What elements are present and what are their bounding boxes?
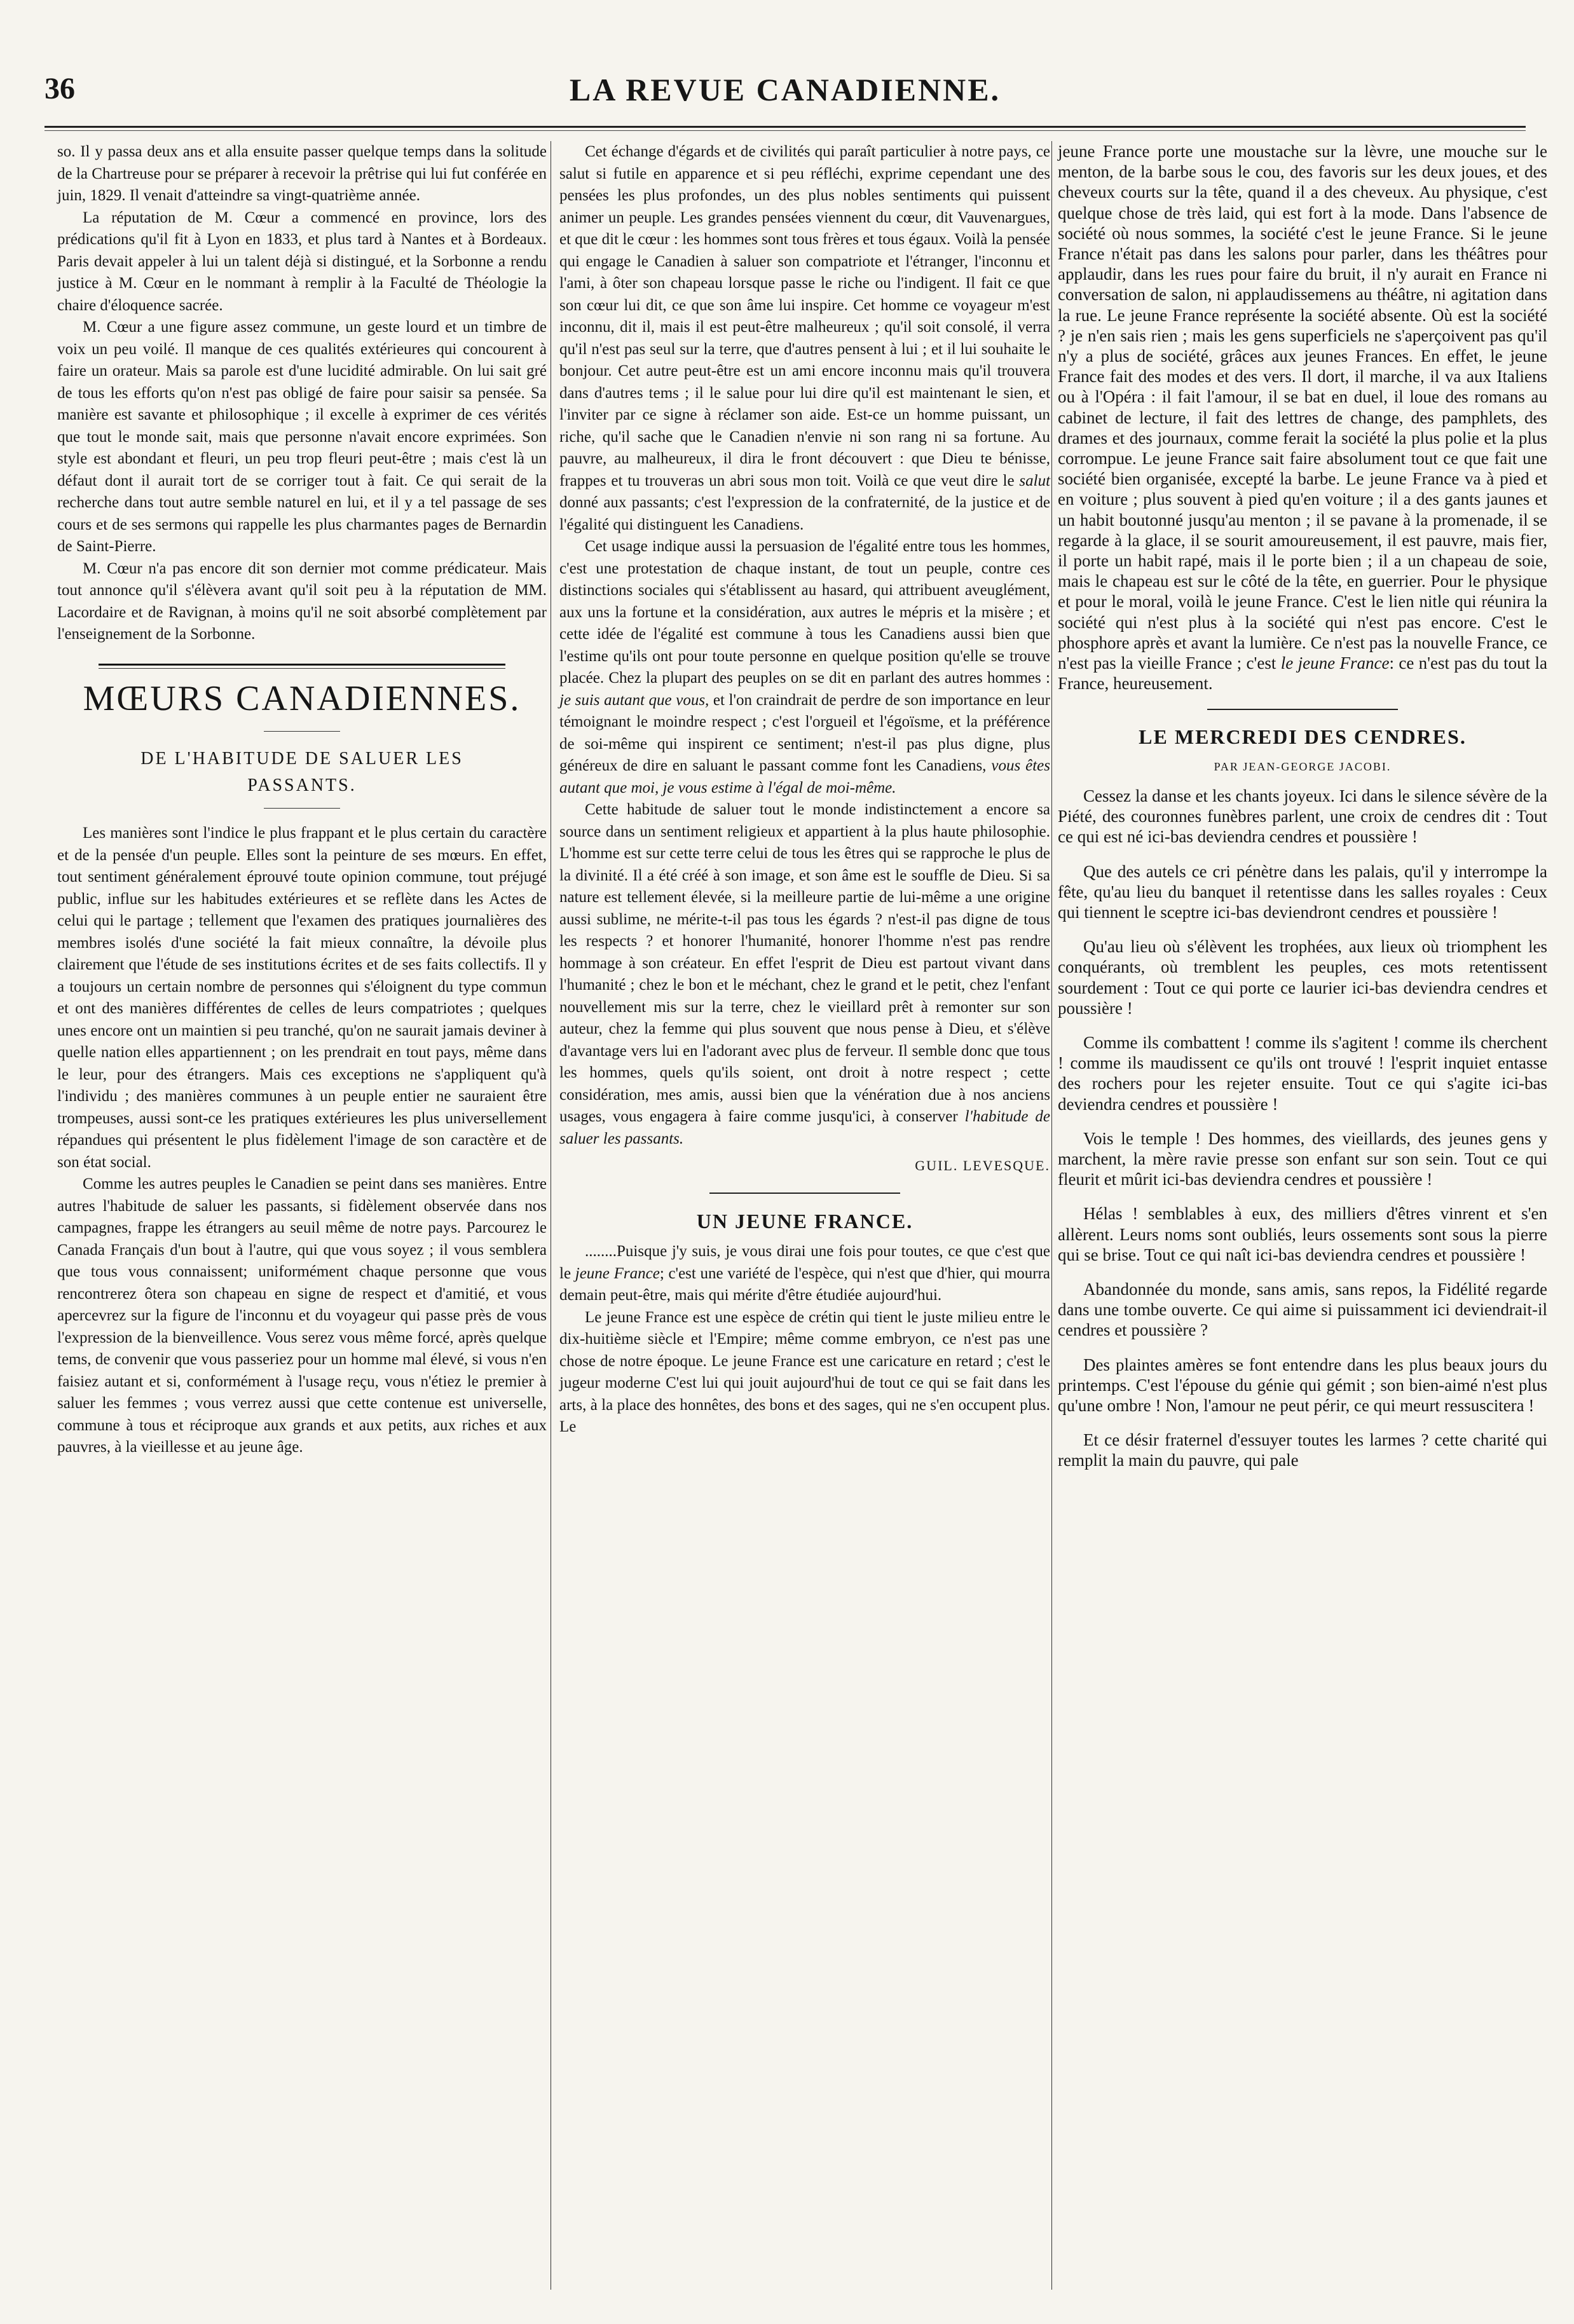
subsection-title bbox=[57, 746, 547, 799]
section-divider bbox=[709, 1193, 900, 1194]
column-1 bbox=[57, 141, 547, 1459]
italic-text: vous êtes autant que moi, je vous estime à l'égal de moi-même. bbox=[559, 757, 1050, 796]
text-run: ........Puisque j'y suis, je vous dirai une fois pour toutes, ce que c'est que le bbox=[559, 1243, 1050, 1282]
paragraph: so. Il y passa deux ans et alla ensuite passer quelque temps dans la solitude de la Chartreuse pour se préparer à recevoir la prêtrise qui lui fut conférée en juin, 1829. Il venait d'atteindre sa vingt-quatrième année. bbox=[57, 143, 547, 204]
paragraph bbox=[559, 536, 1050, 799]
stanza: Comme ils combattent ! comme ils s'agitent ! comme ils cherchent ! comme ils maudissent ce qu'ils ont trouvé ! l'esprit inquiet entasse des rochers pour les rejeter ensuite. Tout ce qui s'agite ici-bas deviendra cendres et poussière ! bbox=[1058, 1032, 1547, 1114]
text-run: et l'on craindrait de perdre de son importance en leur témoignant le moindre respect ; c'est l'orgueil et l'égoïsme, et la préférence de soi-même qui inspirent ce sentiment; n'est-il pas plus digne, plus généreux de dire en saluant le passant comme font les Canadiens, bbox=[559, 691, 1051, 774]
page-header bbox=[44, 71, 1526, 122]
subsection-title-line: PASSANTS. bbox=[247, 776, 357, 795]
text-run: jeune France porte une moustache sur la lèvre, une mouche sur le menton, de la barbe sous le cou, des favoris sur les deux joues, et des cheveux courts sur la tête, quand il a des cheveux. Au physique, c'est quelque chose de très laid, qui est fort à la mode. Dans l'absence de société où nous sommes, la société c'est le jeune France. Si le jeune France n'était pas dans les salons pour parler, dans les théâtres pour applaudir, dans les rues pour faire du bruit, il n'y aurait en France ni conversation de salon, ni applaudissemens au théâtre, ni agitation dans la rue. Le jeune France représente la société absente. Où est la société ? je n'en sais rien ; mais les gens superficiels ne s'aperçoivent pas qu'il n'y a plus de société, grâces aux jeunes Frances. En effet, le jeune France fait des modes et des vers. Il dort, il marche, il va aux Italiens ou à l'Opéra : il fait l'amour, il se bat en duel, il loue des romans au cabinet de lecture, il fait des lettres de change, des pamphlets, des drames et des journaux, comme ferait la société la plus polie et la plus corrompue. Le jeune France sait faire absolument tout ce que fait une société bien organisée, excepté la barbe. Le jeune France va à pied et en voiture ; plus souvent à pied qu'en voiture ; il a des gants jaunes et un habit boutonné jusqu'au menton ; il se pavane à la promenade, il se regarde à la glace, il se sourit amoureusement, il est pauvre, mais fier, il porte un habit rapé, mais il le porte bien ; il a un chapeau de soie, mais le chapeau est sur le côté de la tête, en guerrier. Pour le physique et pour le moral, voilà le jeune France. C'est le lien nitle qui réunira la société qui n'est plus à la société qui n'est pas encore. C'est le phosphore après et avant la lumière. Ce n'est pas la nouvelle France, ce n'est pas la vieille France ; c'est bbox=[1058, 142, 1547, 673]
italic-text: salut bbox=[1019, 472, 1051, 489]
stanza: Cessez la danse et les chants joyeux. Ici dans le silence sévère de la Piété, des couronnes funèbres parlent, une croix de cendres dit : Tout ce qui est né ici-bas deviendra cendres et poussière ! bbox=[1058, 786, 1547, 847]
stanza: Vois le temple ! Des hommes, des vieillards, des jeunes gens y marchent, la mère ravie presse son enfant sur son sein. Tout ce qui fleurit et mûrit ici-bas deviendra cendres et poussière ! bbox=[1058, 1128, 1547, 1189]
text-run: Cette habitude de saluer tout le monde indistinctement a encore sa source dans un sentiment religieux et appartient à la plus haute philosophie. L'homme est sur cette terre celui de tous les êtres qui se rapproche le plus de la divinité. Il a été créé à son image, et son âme est le souffle de Dieu. Si sa nature est tellement élevée, si la meilleure partie de lui-même a une origine aussi sublime, ne mérite-t-il pas tous les égards ? n'est-il pas digne de tous les respects ? et honorer l'humanité, honorer l'homme n'est pas rendre hommage à son créateur. En effet l'esprit de Dieu est partout vivant dans l'humanité ; chez le bon et le méchant, chez le grand et le petit, chez l'enfant nouvellement mis sur la terre, chez le vieillard prêt à remonter sur son auteur, chez la femme qui plus souvent que nous pense à Dieu, et s'élève d'avantage vers lui en l'adorant avec plus de ferveur. Il semble donc que tous les hommes, quels qu'ils soient, ont droit à notre respect ; cette considération, mes amis, aussi bien que la vénération due à nos anciens usages, vous engagera à faire comme jusqu'ici, à conserver bbox=[559, 801, 1050, 1125]
paragraph: La réputation de M. Cœur a commencé en province, lors des prédications qu'il fit à Lyon en 1833, et plus tard à Nantes et à Bordeaux. Paris devait appeler à lui un talent déjà si distingué, et la Sorbonne a rendu justice à M. Cœur en le nommant à remplir à la Faculté de Théologie la chaire d'éloquence sacrée. bbox=[57, 208, 547, 314]
author-signature: GUIL. LEVESQUE. bbox=[915, 1158, 1050, 1173]
stanza: Des plaintes amères se font entendre dans les plus beaux jours du printemps. C'est l'épouse du génie qui gémit ; son bien-aimé n'est plus qu'une ombre ! Non, l'amour ne peut périr, ce qui meurt ressuscitera ! bbox=[1058, 1355, 1547, 1415]
text-run: : ce n'est pas du tout la France, heureusement. bbox=[1058, 653, 1548, 694]
italic-text: je suis autant que vous, bbox=[559, 691, 709, 709]
page-number: 36 bbox=[44, 72, 75, 106]
section-title: MŒURS CANADIENNES. bbox=[83, 678, 521, 718]
running-title: LA REVUE CANADIENNE. bbox=[569, 72, 1001, 107]
paragraph: Les manières sont l'indice le plus frappant et le plus certain du caractère et de la pensée d'un peuple. Elles sont la peinture de ses mœurs. En effet, tout sentiment généralement éprouvé toute opinion commune, tout préjugé public, influe sur les habitudes extérieures et se reflète dans les Actes de celui qui le partage ; tellement que l'examen des pratiques journalières des membres isolés d'une société la fait mieux connaître, la dévoile plus clairement que l'étude de ses institutions écrites et de ses faits collectifs. Il y a toujours un certain nombre de personnes qui s'éloignent du type commun et ont des manières différentes de celles de leurs compatriotes ; quelques unes encore ont un maintien si peu tranché, qu'on ne saurait jamais deviner à quelle nation elles appartiennent ; on les prendrait en tout pays, même dans le leur, pour des étrangers. Mais ces exceptions ne s'appliquent qu'à l'individu ; des manières communes à un peuple entier ne sauraient être trompeuses, aussi sont-ce les pratiques extérieures les plus universellement répandues qui présentent le plus fidèlement l'image de son caractère et de son état social. bbox=[57, 824, 547, 1171]
paragraph: M. Cœur n'a pas encore dit son dernier mot comme prédicateur. Mais tout annonce qu'il s'élèvera avant qu'il soit peu à la réputation de MM. Lacordaire et de Ravignan, à moins qu'il ne soit absorbé complètement par l'enseignement de la Sorbonne. bbox=[57, 559, 547, 643]
column-3 bbox=[1058, 141, 1547, 1485]
paragraph: M. Cœur a une figure assez commune, un geste lourd et un timbre de voix un peu voilé. Il manque de ces qualités extérieures qui concourent à faire un orateur. Mais sa parole est d'une lucidité admirable. On lui sait gré de tous les efforts qu'on n'est pas obligé de faire pour saisir sa pensée. Sa manière est savante et philosophique ; il excelle à exprimer de ces vérités que tout le monde sait, mais que personne n'avait encore exprimées. Son style est abondant et fleuri, un peu trop fleuri peut-être ; mais c'est là un défaut dont il aurait tort de se corriger tout à fait. Ce qui serait de la recherche dans tout autre semble naturel en lui, et il y a tel passage de ses cours et de ses sermons qui rappelle les plus charmantes pages de Bernardin de Saint-Pierre. bbox=[57, 318, 547, 555]
stanza: Et ce désir fraternel d'essuyer toutes les larmes ? cette charité qui remplit la main du pauvre, qui pale bbox=[1058, 1430, 1547, 1470]
text-run: Cet usage indique aussi la persuasion de l'égalité entre tous les hommes, c'est une protestation de chaque instant, de tout un peuple, contre ces distinctions sociales qui s'établissent au hasard, qui attribuent aveuglément, aux uns la fortune et la considération, aux autres le mépris et la misère ; et cette idée de l'égalité est commune à tous les Canadiens aussi bien que l'estime qu'ils ont pour toute personne en quelque position qu'elle se trouve placée. Chez la plupart des peuples on se dit en parlant des autres hommes : bbox=[559, 538, 1050, 687]
text-run: ; c'est une variété de l'espèce, qui n'est que d'hier, qui mourra demain peut-être, mais qui mérite d'être étudiée aujourd'hui. bbox=[559, 1264, 1051, 1304]
byline: PAR JEAN-GEORGE JACOBI. bbox=[1214, 760, 1392, 773]
paragraph bbox=[559, 1241, 1050, 1307]
header-rule bbox=[44, 126, 1526, 131]
stanza: Que des autels ce cri pénètre dans les palais, qu'il y interrompe la fête, qu'au lieu du banquet il retentisse dans les salles royales : Ceux qui tiennent le sceptre ici-bas deviendront cendres et poussière ! bbox=[1058, 861, 1547, 922]
italic-text: jeune France bbox=[575, 1264, 660, 1282]
title-rule bbox=[264, 731, 340, 732]
stanza: Qu'au lieu où s'élèvent les trophées, aux lieux où triomphent les conquérants, où tremblent les peuples, ces mots retentissent sourdement : Tout ce qui porte ce laurier ici-bas deviendra cendres et poussière ! bbox=[1058, 937, 1547, 1018]
section-title: LE MERCREDI DES CENDRES. bbox=[1139, 725, 1467, 749]
text-run: Cet échange d'égards et de civilités qui paraît particulier à notre pays, ce salut si futile en apparence et si peu réfléchi, exprime cependant une des pensées les plus profondes, un des plus nobles sentiments qui puissent animer un peuple. Les grandes pensées viennent du cœur, dit Vauvenargues, et que dit le cœur : les hommes sont tous frères et tous égaux. Voilà la pensée qui engage le Canadien à saluer son compatriote et l'étranger, l'inconnu et l'ami, à ôter son chapeau lorsque passe le riche ou l'indigent. Il fait ce que son cœur lui dit, ce que son âme lui inspire. Cet homme ce voyageur m'est inconnu, dit il, mais il est peut-être malheureux ; qu'il soit consolé, il verra qu'il n'est pas seul sur la terre, que d'autres pensent à lui ; et il lui souhaite le bonjour. Cet autre peut-être est un ami encore inconnu mais qu'il trouvera dans d'autres tems ; il le salue pour lui dire qu'il est maintenant le sien, et l'inviter par ce signe à réclamer son aide. Est-ce un homme puissant, un riche, qu'il sache que le Canadien n'envie ni son rang ni sa fortune. Au pauvre, au malheureux, il dira le front découvert : que Dieu te bénisse, frappes et tu trouveras un abri sous mon toit. Voilà ce que veut dire le bbox=[559, 143, 1050, 489]
section-title: UN JEUNE FRANCE. bbox=[696, 1209, 914, 1233]
title-rule bbox=[264, 808, 340, 809]
column-2 bbox=[559, 141, 1050, 1439]
section-divider bbox=[1207, 709, 1398, 710]
paragraph: Comme les autres peuples le Canadien se peint dans ses manières. Entre autres l'habitude de saluer les passants, si fidèlement observée dans nos campagnes, frappe les étrangers au seuil même de notre pays. Parcourez le Canada Français d'un bout à l'autre, qui que vous soyez ; il vous semblera que tous vous connaissent; uniformément chaque personne que vous rencontrerez ôtera son chapeau en signe de respect et d'amitié, et vous apercevrez sur la figure de l'inconnu et du voyageur qui passe près de vous l'expression de la bienveillence. Vous serez vous même forcé, après quelque tems, de convenir que vous passeriez pour un homme mal élevé, si vous n'en faisiez autant et si, conformément à l'usage reçu, vous n'étiez le premier à saluer les femmes ; vous verrez aussi que cette contenue est universelle, commune à tous et réciproque aux grands et aux petits, aux riches et aux pauvres, à la vieillesse et au jeune âge. bbox=[57, 1175, 547, 1456]
italic-text: le jeune France bbox=[1280, 653, 1390, 673]
paragraph: Le jeune France est une espèce de crétin qui tient le juste milieu entre le dix-huitième siècle et l'Empire; même comme embryon, ce n'est pas une chose de notre époque. Le jeune France est une caricature en retard ; c'est le jugeur moderne C'est lui qui jouit aujourd'hui de tout ce qui se fait dans les arts, à la place des honnêtes, des bons et des sages, qui ne s'en occupent plus. Le bbox=[559, 1308, 1050, 1435]
stanza: Hélas ! semblables à eux, des milliers d'êtres vinrent et s'en allèrent. Leurs noms sont oubliés, leurs ossements sont sous la pierre qui se brise. Tout ce qui naît ici-bas deviendra cendres et poussière ! bbox=[1058, 1204, 1547, 1264]
paragraph bbox=[1058, 141, 1547, 694]
text-run: donné aux passants; c'est l'expression de la confraternité, de la justice et de l'égalité qui distinguent les Canadiens. bbox=[559, 494, 1050, 533]
italic-text: l'habitude de saluer les passants. bbox=[559, 1108, 1050, 1147]
paragraph bbox=[559, 141, 1050, 536]
paragraph bbox=[559, 799, 1050, 1150]
stanza: Abandonnée du monde, sans amis, sans repos, la Fidélité regarde dans une tombe ouverte. Ce qui aime si puissamment ici deviendrait-il cendres et poussière ? bbox=[1058, 1279, 1547, 1340]
column-separator bbox=[1051, 141, 1052, 2290]
subsection-title-line: DE L'HABITUDE DE SALUER LES bbox=[140, 749, 463, 769]
section-divider bbox=[99, 664, 505, 669]
